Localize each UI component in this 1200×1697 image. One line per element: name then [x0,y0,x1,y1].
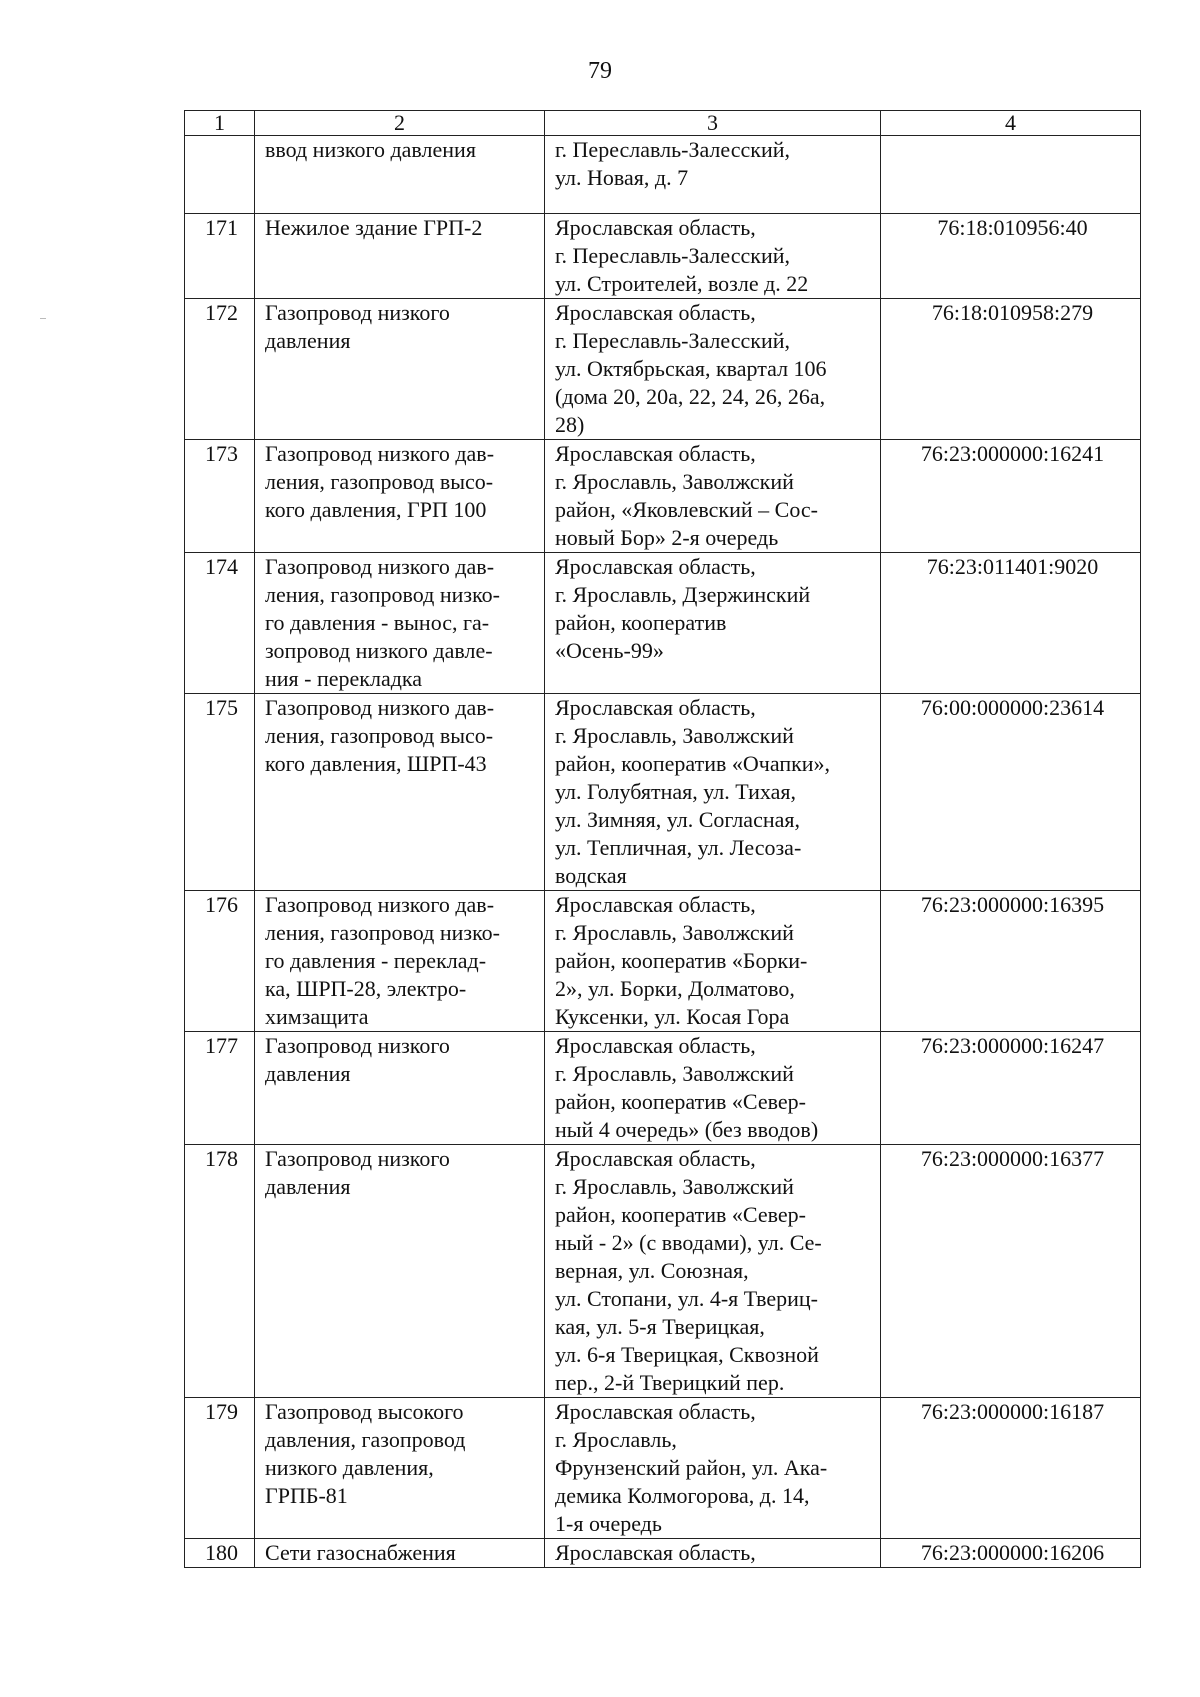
object-address [545,136,881,214]
object-address [545,891,881,1032]
table-row [185,1032,1141,1145]
object-address [545,1145,881,1398]
object-address-line: «Осень-99» [555,638,664,663]
object-name-line: ввод низкого давления [265,137,476,162]
object-name-line: Газопровод низкого дав- [265,554,495,579]
row-number: 173 [185,440,255,553]
object-address-line: район, «Яковлевский – Сос- [555,497,818,522]
object-name [255,891,545,1032]
object-address [545,299,881,440]
table-row [185,440,1141,553]
object-address-line: ный 4 очередь» (без вводов) [555,1117,819,1142]
object-name-line: давления [265,328,351,353]
row-number: 177 [185,1032,255,1145]
object-name-line: ления, газопровод высо- [265,723,494,748]
object-address-line: район, кооператив [555,610,727,635]
object-address-line: Ярославская область, [555,441,756,466]
object-address-line: ул. Новая, д. 7 [555,165,689,190]
cadastral-number: 76:23:000000:16395 [881,891,1141,1032]
object-address-line: г. Переславль-Залесский, [555,243,790,268]
object-address [545,694,881,891]
object-name-line: кого давления, ШРП-43 [265,751,487,776]
object-address-line: г. Ярославль, Заволжский [555,920,794,945]
object-address-line: новый Бор» 2-я очередь [555,525,779,550]
table-row [185,891,1141,1032]
object-address-line: Куксенки, ул. Косая Гора [555,1004,790,1029]
object-address-line: Ярославская область, [555,1540,756,1565]
object-name [255,299,545,440]
object-address-line: Ярославская область, [555,215,756,240]
object-name-line: Газопровод низкого дав- [265,892,495,917]
cadastral-number: 76:23:011401:9020 [881,553,1141,694]
object-name-line: го давления - переклад- [265,948,487,973]
object-address-line: район, кооператив «Борки- [555,948,808,973]
object-address-line: Ярославская область, [555,1399,756,1424]
object-address-line: ул. Октябрьская, квартал 106 [555,356,827,381]
object-address-line: ный - 2» (с вводами), ул. Се- [555,1230,822,1255]
object-name-line: Газопровод низкого дав- [265,441,495,466]
table-row [185,214,1141,299]
object-name [255,440,545,553]
table-row [185,1145,1141,1398]
object-name-line: давления [265,1061,351,1086]
object-address-line: Ярославская область, [555,1033,756,1058]
object-address-line: Фрунзенский район, ул. Ака- [555,1455,828,1480]
cadastral-number: 76:23:000000:16206 [881,1539,1141,1568]
object-address-line: ул. Строителей, возле д. 22 [555,271,809,296]
object-address-line: район, кооператив «Север- [555,1089,806,1114]
object-address-line: ул. Зимняя, ул. Согласная, [555,807,800,832]
column-header-2: 2 [255,111,545,136]
object-address-line: г. Ярославль, Заволжский [555,723,794,748]
cadastral-number: 76:18:010956:40 [881,214,1141,299]
page-number: 79 [588,58,612,84]
object-address-line: Ярославская область, [555,554,756,579]
object-name [255,214,545,299]
object-address-line: пер., 2-й Тверицкий пер. [555,1370,785,1395]
object-address-line: г. Ярославль, Дзержинский [555,582,811,607]
column-header-3: 3 [545,111,881,136]
row-number: 174 [185,553,255,694]
object-name-line: давления [265,1174,351,1199]
object-address [545,214,881,299]
object-name-line: зопровод низкого давле- [265,638,493,663]
row-number: 179 [185,1398,255,1539]
object-address-line: Ярославская область, [555,892,756,917]
row-number: 180 [185,1539,255,1568]
object-address-line: демика Колмогорова, д. 14, [555,1483,810,1508]
object-address-line: ул. Голубятная, ул. Тихая, [555,779,797,804]
column-header-1: 1 [185,111,255,136]
object-name-line: Газопровод низкого [265,300,450,325]
object-name-line: Газопровод низкого дав- [265,695,495,720]
object-name-line: кого давления, ГРП 100 [265,497,487,522]
object-name-line: ГРПБ-81 [265,1483,348,1508]
table-row [185,553,1141,694]
object-name-line: ления, газопровод высо- [265,469,494,494]
cadastral-number: 76:23:000000:16377 [881,1145,1141,1398]
cadastral-number: 76:23:000000:16241 [881,440,1141,553]
object-address-line: г. Переславль-Залесский, [555,328,790,353]
object-address [545,440,881,553]
object-address-line: (дома 20, 20а, 22, 24, 26, 26а, [555,384,826,409]
object-address-line: ул. Тепличная, ул. Лесоза- [555,835,802,860]
object-name [255,136,545,214]
object-address-line: г. Ярославль, Заволжский [555,469,794,494]
cadastral-number: 76:00:000000:23614 [881,694,1141,891]
table-body [185,136,1141,1568]
table-row [185,1398,1141,1539]
object-address-line: 1-я очередь [555,1511,662,1536]
object-name [255,1539,545,1568]
object-address-line: г. Ярославль, Заволжский [555,1174,794,1199]
object-address-line: ул. 6-я Тверицкая, Сквозной [555,1342,819,1367]
cadastral-number [881,136,1141,214]
object-name-line: ка, ШРП-28, электро- [265,976,467,1001]
row-number: 172 [185,299,255,440]
object-address [545,1398,881,1539]
object-address [545,553,881,694]
row-number [185,136,255,214]
object-address-line: г. Переславль-Залесский, [555,137,790,162]
property-table [184,110,1141,1568]
object-name-line: Газопровод низкого [265,1033,450,1058]
object-name-line: Газопровод высокого [265,1399,464,1424]
object-name [255,553,545,694]
row-number: 176 [185,891,255,1032]
object-name-line: ления, газопровод низко- [265,920,500,945]
row-number: 171 [185,214,255,299]
object-address-line: г. Ярославль, Заволжский [555,1061,794,1086]
object-address-line: г. Ярославль, [555,1427,677,1452]
object-address-line: Ярославская область, [555,1146,756,1171]
object-name-line: ния - перекладка [265,666,423,691]
object-name-line: Сети газоснабжения [265,1540,456,1565]
row-number: 178 [185,1145,255,1398]
table-row [185,299,1141,440]
object-name [255,1145,545,1398]
column-header-4: 4 [881,111,1141,136]
object-address-line: водская [555,863,627,888]
object-name-line: ления, газопровод низко- [265,582,500,607]
object-address-line: Ярославская область, [555,300,756,325]
object-name-line: низкого давления, [265,1455,434,1480]
object-name [255,694,545,891]
object-address-line: Ярославская область, [555,695,756,720]
object-address-line: 2», ул. Борки, Долматово, [555,976,795,1001]
object-name-line: химзащита [265,1004,369,1029]
cadastral-number: 76:23:000000:16247 [881,1032,1141,1145]
object-name [255,1398,545,1539]
column-number-row [185,111,1141,136]
cadastral-number: 76:18:010958:279 [881,299,1141,440]
object-address-line: 28) [555,412,585,437]
object-name-line: Нежилое здание ГРП-2 [265,215,483,240]
table-row [185,694,1141,891]
object-name [255,1032,545,1145]
object-name-line: давления, газопровод [265,1427,466,1452]
object-name-line: го давления - вынос, га- [265,610,490,635]
table-row [185,1539,1141,1568]
object-address [545,1032,881,1145]
object-name-line: Газопровод низкого [265,1146,450,1171]
object-address-line: район, кооператив «Север- [555,1202,806,1227]
cadastral-number: 76:23:000000:16187 [881,1398,1141,1539]
object-address-line: район, кооператив «Очапки», [555,751,831,776]
row-number: 175 [185,694,255,891]
margin-mark [40,318,46,319]
object-address-line: ул. Стопани, ул. 4-я Твериц- [555,1286,819,1311]
object-address [545,1539,881,1568]
object-address-line: кая, ул. 5-я Тверицкая, [555,1314,765,1339]
table-row [185,136,1141,214]
object-address-line: верная, ул. Союзная, [555,1258,749,1283]
